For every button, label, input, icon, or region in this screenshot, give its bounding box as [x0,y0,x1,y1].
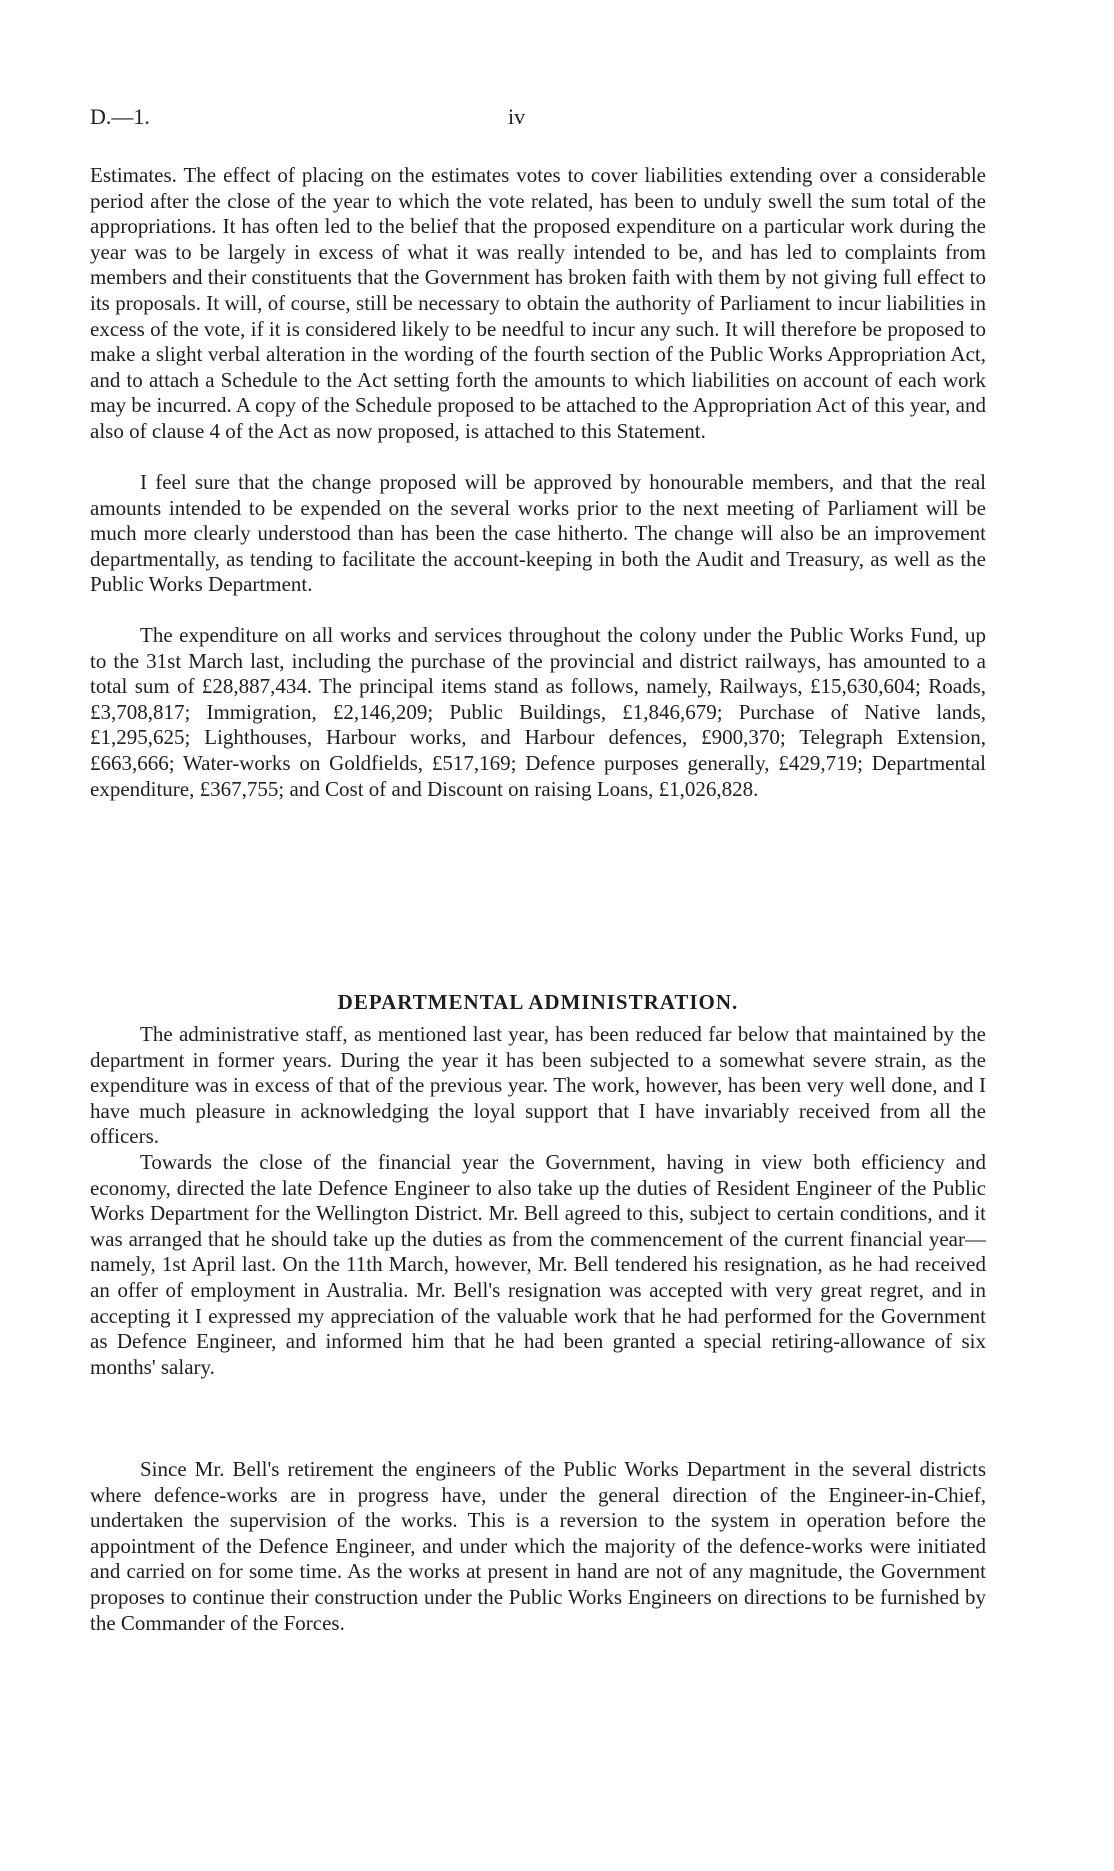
page-number: iv [508,104,526,129]
paragraph-defence-engineer: Towards the close of the financial year the Government, having in view both efficiency and economy, directed the late Defence Engineer to also take up the duties of Resident Engineer of the Public Works Department for the Wellington District. Mr. Bell agreed to this, subject to certain conditions, and it was arranged that he should take up the duties as from the commencement of the current financial year—namely, 1st April last. On the 11th March, however, Mr. Bell tendered his resignation, as he had received an offer of employment in Australia. Mr. Bell's resignation was accepted with very great regret, and in accepting it I expressed my appreciation of the valuable work that he had performed for the Government as Defence Engineer, and informed him that he had been granted a special retiring-allowance of six months' salary. [90,1150,986,1379]
document-reference: D.—1. [90,104,150,129]
paragraph-estimates: Estimates. The effect of placing on the estimates votes to cover liabilities extending over a considerable period after the close of the year to which the vote related, has been to unduly swell the sum total of the appropriations. It has often led to the belief that the proposed expenditure on a particular work during the year was to be largely in excess of what it was really intended to be, and has led to complaints from members and their constituents that the Government has broken faith with them by not giving full effect to its proposals. It will, of course, still be necessary to obtain the authority of Parliament to incur liabilities in excess of the vote, if it is considered likely to be needful to incur any such. It will therefore be proposed to make a slight verbal alteration in the wording of the fourth section of the Public Works Appropriation Act, and to attach a Schedule to the Act setting forth the amounts to which liabilities on account of each work may be incurred. A copy of the Schedule proposed to be attached to the Appropriation Act of this year, and also of clause 4 of the Act as now proposed, is attached to this Statement. [90,163,986,443]
paragraph-change-proposed: I feel sure that the change proposed will be approved by honourable members, and that the real amounts intended to be expended on the several works prior to the next meeting of Parliament will be much more clearly understood than has been the case hitherto. The change will also be an improvement departmentally, as tending to facilitate the account-keeping in both the Audit and Treasury, as well as the Public Works Department. [90,470,986,597]
paragraph-administrative-staff: The administrative staff, as mentioned last year, has been reduced far below that maintained by the department in former years. During the year it has been subjected to a somewhat severe strain, as the expenditure was in excess of that of the previous year. The work, however, has been very well done, and I have much pleasure in acknowledging the loyal support that I have invariably received from all the officers. [90,1022,986,1149]
page-header [90,104,986,134]
section-heading: DEPARTMENTAL ADMINISTRATION. [337,990,739,1014]
paragraph-expenditure-summary: The expenditure on all works and services throughout the colony under the Public Works Fund, up to the 31st March last, including the purchase of the provincial and district railways, has amounted to a total sum of £28,887,434. The principal items stand as follows, namely, Railways, £15,630,604; Roads, £3,708,817; Immigration, £2,146,209; Public Buildings, £1,846,679; Purchase of Native lands, £1,295,625; Lighthouses, Harbour works, and Harbour defences, £900,370; Telegraph Extension, £663,666; Water-works on Goldfields, £517,169; Defence purposes generally, £429,719; Departmental expenditure, £367,755; and Cost of and Discount on raising Loans, £1,026,828. [90,623,986,801]
paragraph-bell-retirement: Since Mr. Bell's retirement the engineers of the Public Works Department in the several districts where defence-works are in progress have, under the general direction of the Engineer-in-Chief, undertaken the supervision of the works. This is a reversion to the system in operation before the appointment of the Defence Engineer, and under which the majority of the defence-works were initiated and carried on for some time. As the works at present in hand are not of any magnitude, the Government proposes to continue their construction under the Public Works Engineers on directions to be furnished by the Commander of the Forces. [90,1457,986,1635]
